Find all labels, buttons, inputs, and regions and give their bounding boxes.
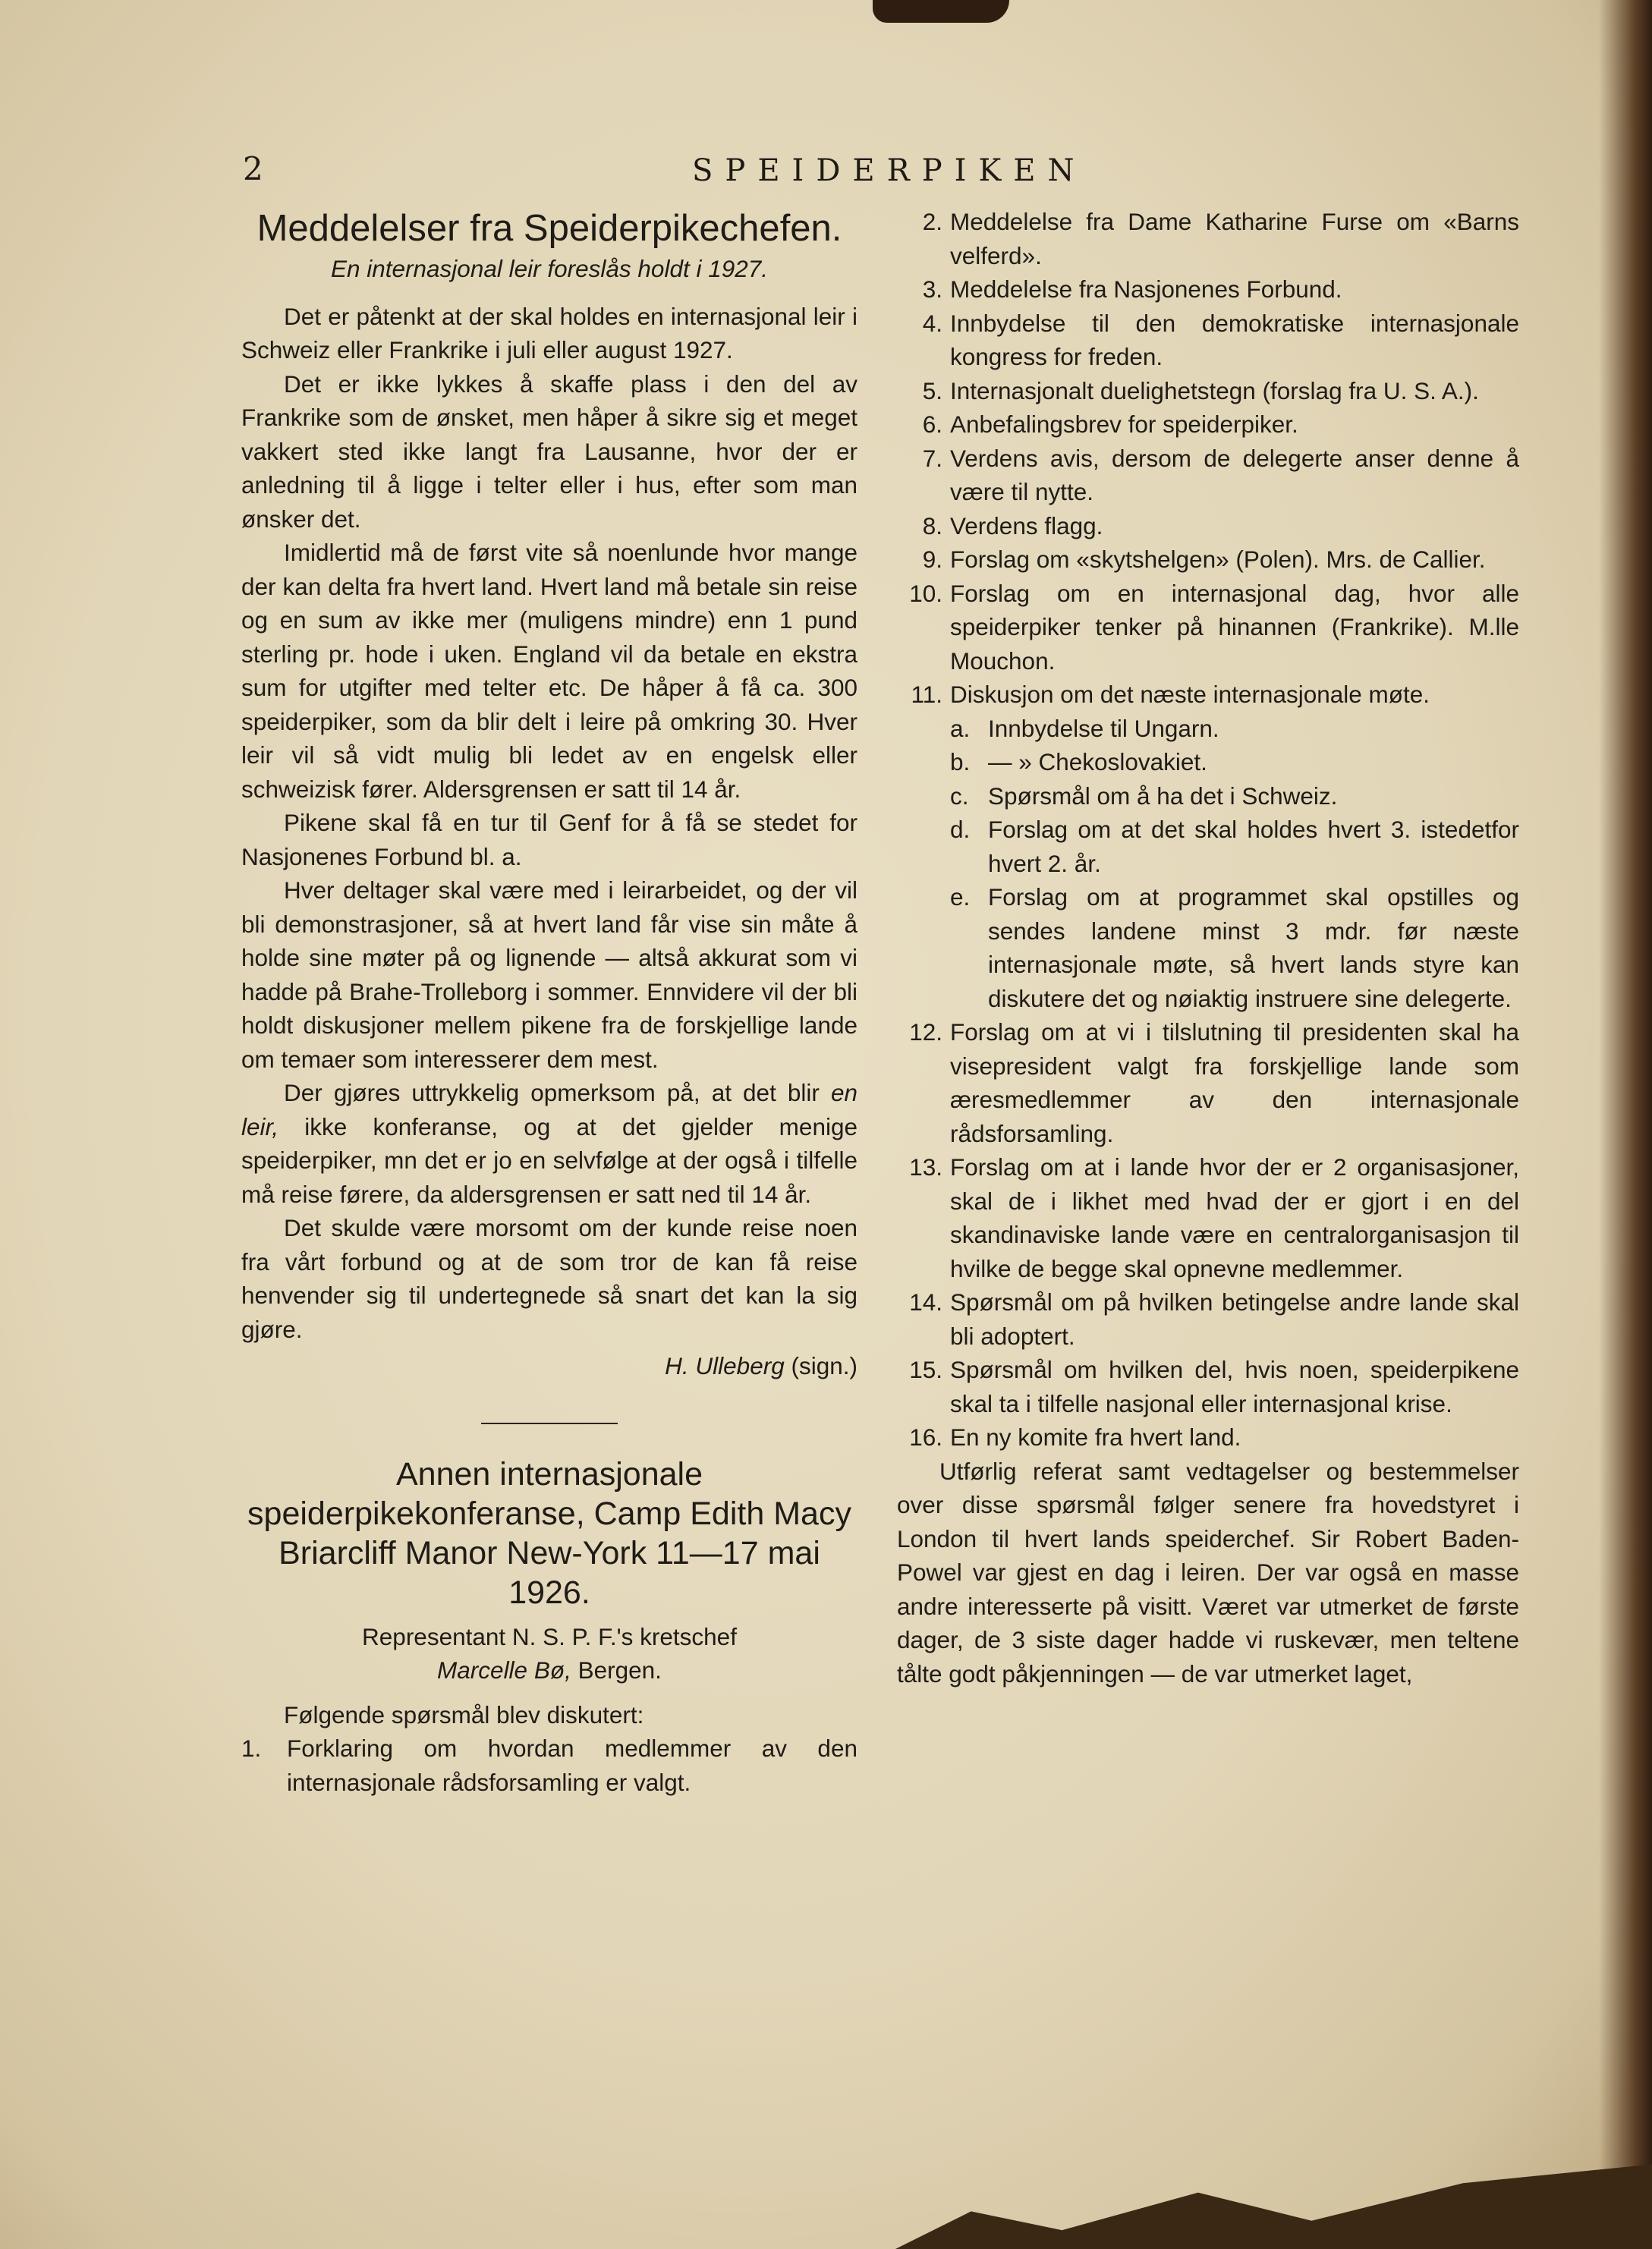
item-number: 9.	[922, 546, 942, 573]
list-item	[897, 543, 1519, 577]
list-item	[897, 509, 1519, 543]
list-item	[897, 307, 1519, 374]
article-title: Meddelelser fra Speiderpikechefen.	[256, 208, 842, 249]
sub-text: — » Chekoslovakiet.	[988, 748, 1207, 775]
item-text: Forslag om «skytshelgen» (Polen). Mrs. de Callier.	[950, 546, 1486, 573]
item-number: 3.	[922, 275, 942, 303]
byline-role: Representant N. S. P. F.'s kretschef	[362, 1622, 737, 1650]
list-item	[897, 205, 1519, 272]
right-column	[897, 205, 1519, 1691]
sub-letter: a.	[950, 714, 971, 742]
torn-paper-edge	[873, 0, 1009, 23]
sub-item	[950, 880, 1519, 1015]
item-text: Forklaring om hvordan medlemmer av den internasjonale rådsforsamling er valgt.	[287, 1735, 857, 1796]
list-item	[897, 442, 1519, 509]
item-text: Forslag om at vi i tilslutning til presidenten skal ha visepresident valgt fra forskjellige lande som æresmedlemmer av den internasjonale rådsforsamling.	[950, 1018, 1519, 1147]
item-number: 10.	[909, 579, 942, 607]
paragraph	[241, 1076, 857, 1211]
list-item	[897, 1150, 1519, 1285]
list-item	[897, 1420, 1519, 1455]
list-intro: Følgende spørsmål blev diskutert:	[284, 1700, 644, 1728]
item-text: Meddelelse fra Nasjonenes Forbund.	[950, 275, 1342, 303]
item-text: Diskusjon om det næste internasjonale møte.	[950, 681, 1430, 708]
journal-title: SPEIDERPIKEN	[692, 153, 1087, 188]
sub-letter: c.	[950, 782, 969, 810]
sub-letter: e.	[950, 883, 971, 911]
list-item	[897, 407, 1519, 442]
byline	[241, 1620, 857, 1688]
item-number: 16.	[909, 1423, 942, 1451]
item-number: 13.	[909, 1153, 942, 1181]
list-item	[897, 374, 1519, 408]
item-number: 4.	[922, 309, 942, 337]
paragraph-text: ikke konferanse, og at det gjelder menige speiderpiker, mn det er jo en selvfølge at der også i tilfelle må reise førere, da aldersgrensen er satt ned til 14 år.	[241, 1112, 857, 1208]
list-item	[241, 1732, 857, 1799]
item-number: 12.	[909, 1018, 942, 1046]
item-text: Meddelelse fra Dame Katharine Furse om «Barns velferd».	[950, 208, 1519, 269]
paragraph-text: Der gjøres uttrykkelig opmerksom på, at det blir	[284, 1079, 831, 1106]
item-number: 14.	[909, 1288, 942, 1316]
torn-paper-edge-bottom	[895, 2155, 1652, 2249]
list-item	[897, 272, 1519, 307]
sub-item	[950, 813, 1519, 880]
signature-name: H. Ulleberg	[665, 1352, 785, 1379]
sub-list	[950, 712, 1519, 1016]
conference-title: Annen internasjonale speiderpikekonferanse, Camp Edith Macy Briarcliff Manor New-York 11—17 mai 1926.	[247, 1455, 851, 1611]
paragraph: Pikene skal få en tur til Genf for å få se stedet for Nasjonenes Forbund bl. a.	[241, 809, 857, 870]
section-divider	[481, 1423, 618, 1424]
paragraph: Det skulde være morsomt om der kunde reise noen fra vårt forbund og at de som tror de kan få reise henvender sig til undertegnede så snart det kan la sig gjøre.	[241, 1214, 857, 1343]
byline-place: Bergen.	[571, 1656, 662, 1684]
article-subtitle: En internasjonal leir foreslås holdt i 1927.	[330, 255, 769, 282]
item-number: 1.	[241, 1735, 262, 1762]
question-list	[241, 1732, 857, 1799]
item-text: En ny komite fra hvert land.	[950, 1423, 1241, 1451]
list-item	[897, 1015, 1519, 1150]
page-number: 2	[243, 150, 263, 187]
item-number: 6.	[922, 410, 942, 438]
sub-letter: d.	[950, 816, 971, 843]
item-number: 5.	[922, 376, 942, 404]
sub-text: Innbydelse til Ungarn.	[988, 714, 1219, 742]
sub-item	[950, 779, 1519, 813]
item-text: Internasjonalt duelighetstegn (forslag fra U. S. A.).	[950, 376, 1479, 404]
list-item	[897, 678, 1519, 1015]
paragraph: Det er påtenkt at der skal holdes en internasjonal leir i Schweiz eller Frankrike i juli eller august 1927.	[241, 302, 857, 363]
emphasis: en leir,	[241, 1079, 857, 1140]
list-item	[897, 577, 1519, 678]
item-text: Spørsmål om hvilken del, hvis noen, speiderpikene skal ta i tilfelle nasjonal eller internasjonal krise.	[950, 1356, 1519, 1417]
sub-text: Forslag om at det skal holdes hvert 3. istedetfor hvert 2. år.	[988, 816, 1519, 877]
sub-letter: b.	[950, 748, 971, 775]
item-text: Forslag om en internasjonal dag, hvor alle speiderpiker tenker på hinannen (Frankrike). M.lle Mouchon.	[950, 579, 1519, 675]
sub-text: Forslag om at programmet skal opstilles og sendes landene minst 3 mdr. før næste internasjonale møte, så hvert lands styre kan diskutere det og nøiaktig instruere sine delegerte.	[988, 883, 1519, 1012]
left-column	[241, 205, 857, 1799]
item-text: Innbydelse til den demokratiske internasjonale kongress for freden.	[950, 309, 1519, 370]
signature	[241, 1349, 857, 1383]
item-number: 7.	[922, 444, 942, 472]
byline-name: Marcelle Bø,	[437, 1656, 571, 1684]
item-text: Anbefalingsbrev for speiderpiker.	[950, 410, 1298, 438]
signature-suffix: (sign.)	[784, 1352, 857, 1379]
sub-item	[950, 745, 1519, 779]
sub-item	[950, 712, 1519, 746]
list-item	[897, 1285, 1519, 1353]
closing-paragraph: Utførlig referat samt vedtagelser og bestemmelser over disse spørsmål følger senere fra hovedstyret i London til hvert lands speiderchef. Sir Robert Baden-Powel var gjest en dag i leiren. Der var også en masse andre interesserte på visitt. Været var utmerket de første dager, de 3 siste dager hadde vi ruskevær, men teltene tålte godt påkjenningen — de var utmerket laget,	[897, 1457, 1519, 1688]
item-text: Verdens avis, dersom de delegerte anser denne å være til nytte.	[950, 444, 1519, 505]
paragraph: Det er ikke lykkes å skaffe plass i den del av Frankrike som de ønsket, men håper å sikre sig et meget vakkert sted ikke langt fra Lausanne, hvor der er anledning til å ligge i telter eller i hus, efter som man ønsker det.	[241, 370, 857, 533]
item-text: Forslag om at i lande hvor der er 2 organisasjoner, skal de i likhet med hvad der er gjort i en del skandinaviske lande være en centralorganisasjon til hvilke de begge skal opnevne medlemmer.	[950, 1153, 1519, 1282]
list-item	[897, 1353, 1519, 1420]
item-text: Spørsmål om på hvilken betingelse andre lande skal bli adoptert.	[950, 1288, 1519, 1350]
item-number: 8.	[922, 511, 942, 539]
sub-text: Spørsmål om å ha det i Schweiz.	[988, 782, 1338, 810]
item-text: Verdens flagg.	[950, 511, 1103, 539]
item-number: 15.	[909, 1356, 942, 1383]
item-number: 2.	[922, 208, 942, 235]
question-list-continued	[897, 205, 1519, 1455]
running-header	[243, 150, 1533, 196]
item-number: 11.	[911, 681, 942, 708]
paragraph: Hver deltager skal være med i leirarbeidet, og der vil bli demonstrasjoner, så at hvert land får vise sin måte å holde sine møter på og lignende — altså akkurat som vi hadde på Brahe-Trolleborg i sommer. Ennvidere vil der bli holdt diskusjoner mellem pikene fra de forskjellige lande om temaer som interesserer dem mest.	[241, 876, 857, 1073]
paragraph: Imidlertid må de først vite så noenlunde hvor mange der kan delta fra hvert land. Hvert land må betale sin reise og en sum av ikke mer (muligens mindre) enn 1 pund sterling pr. hode i uken. England vil da betale en ekstra sum for utgifter med telter etc. De håper å få ca. 300 speiderpiker, som da blir delt i leire på omkring 30. Hver leir vil så vidt mulig bli ledet av en engelsk eller schweizisk fører. Aldersgrensen er satt til 14 år.	[241, 539, 857, 803]
page-edge-shadow	[1599, 0, 1652, 2249]
